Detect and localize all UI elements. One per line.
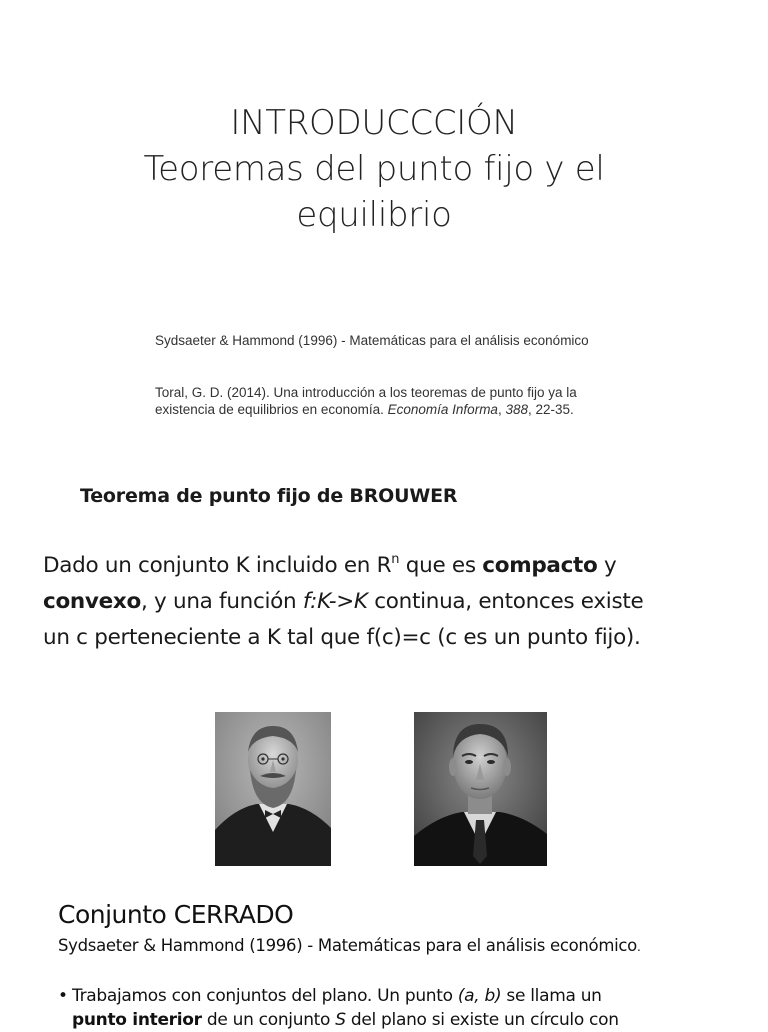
portrait-photo-right (414, 712, 547, 866)
title-line-3: equilibrio (296, 195, 452, 235)
slide-title (0, 100, 748, 238)
reference-volume: 388 (505, 402, 528, 417)
statement-part-2: que es (399, 553, 483, 578)
title-line-1: INTRODUCCCIÓN (230, 103, 518, 143)
statement-function: f:K->K (302, 589, 368, 614)
section-reference-period: . (636, 940, 641, 954)
reference-sep: , (497, 402, 506, 417)
reference-toral-line2: existencia de equilibrios en economía. (155, 402, 388, 417)
bullet-part-1: Trabajamos con conjuntos del plano. Un punto (72, 986, 458, 1006)
bullet-set-s: S (335, 1010, 346, 1030)
statement-superscript: n (391, 552, 400, 567)
reference-toral-line1: Toral, G. D. (2014). Una introducción a los teoremas de punto fijo ya la (155, 385, 577, 400)
statement-part-4: , y una función (140, 589, 303, 614)
statement-part-1: Dado un conjunto K incluido en R (43, 553, 392, 578)
bullet-point-ab: (a, b) (457, 986, 502, 1006)
bullet-part-4: del plano si existe un círculo con (345, 1010, 619, 1030)
title-line-2: Teoremas del punto fijo y el (143, 149, 605, 189)
section-reference-text: Sydsaeter & Hammond (1996) - Matemáticas para el análisis económico (58, 936, 637, 955)
reference-toral (155, 384, 715, 418)
reference-pages: , 22-35. (528, 402, 574, 417)
statement-part-3: y (597, 553, 617, 578)
bullet-symbol: • (58, 986, 68, 1006)
bullet-interior: punto interior (72, 1010, 202, 1030)
theorem-heading: Teorema de punto fijo de BROUWER (80, 485, 458, 507)
statement-convexo: convexo (43, 589, 141, 614)
bullet-line-2 (58, 1008, 748, 1032)
bullet-item (58, 984, 748, 1032)
bullet-part-3: de un conjunto (201, 1010, 336, 1030)
statement-part-5: continua, entonces existe (367, 589, 644, 614)
bullet-part-2: se llama un (501, 986, 602, 1006)
theorem-statement (43, 548, 743, 656)
reference-sydsaeter: Sydsaeter & Hammond (1996) - Matemáticas para el análisis económico (155, 333, 589, 348)
portrait-photo-left (215, 712, 331, 866)
statement-part-6: un c perteneciente a K tal que f(c)=c (c es un punto fijo). (43, 625, 641, 650)
section-reference (58, 936, 641, 955)
reference-journal: Economía Informa (387, 402, 498, 417)
statement-compacto: compacto (482, 553, 598, 578)
section-title: Conjunto CERRADO (58, 900, 294, 929)
